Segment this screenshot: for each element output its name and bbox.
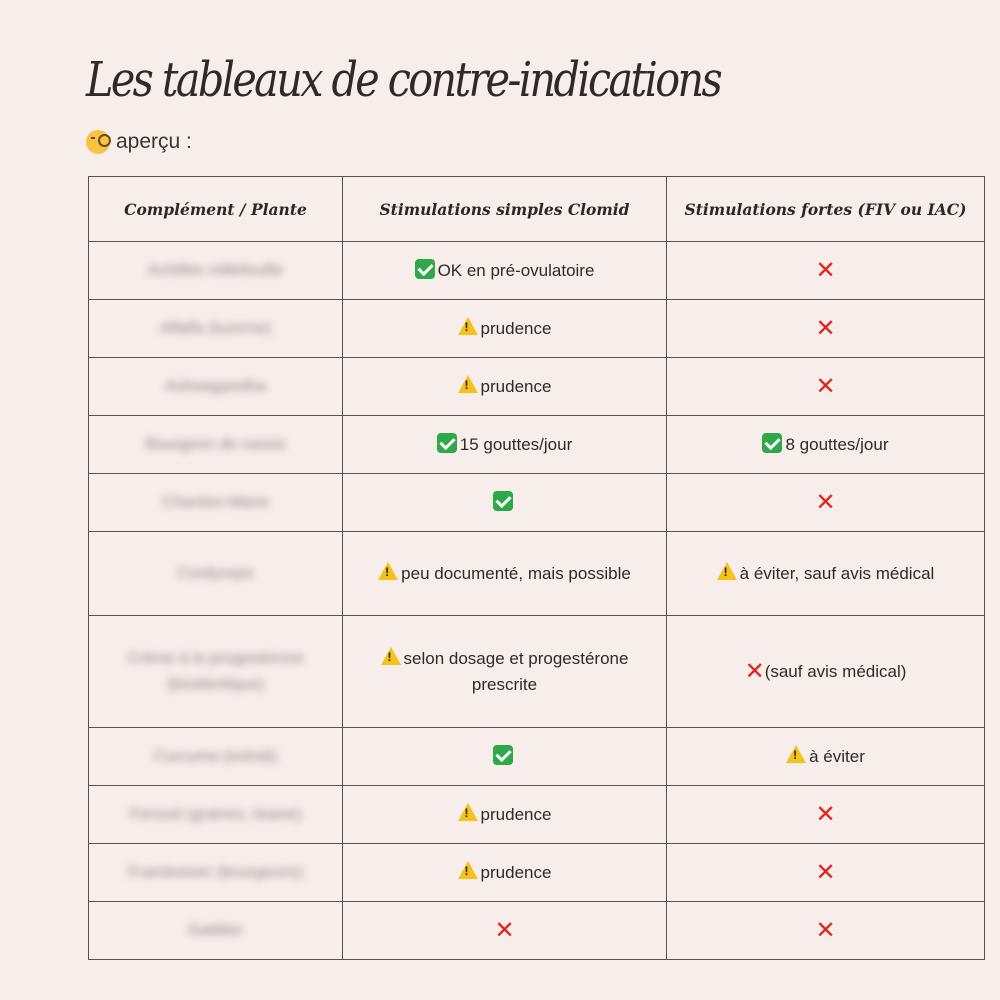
warning-icon (717, 562, 737, 580)
table-header-row (89, 177, 985, 242)
header-strong-stimulation: Stimulations fortes (FIV ou IAC) (667, 177, 985, 242)
cell-text: selon dosage et progestérone prescrite (403, 648, 629, 694)
monocle-face-icon (86, 130, 110, 154)
warning-icon (458, 317, 478, 335)
cross-icon: ✕ (815, 256, 836, 284)
check-icon (493, 745, 513, 765)
blurred-plant-name: Achillée millefeuille (147, 262, 284, 279)
cell-text: à éviter (809, 746, 865, 766)
blurred-plant-name: Framboisier (bourgeons) (127, 864, 304, 881)
cross-icon: ✕ (815, 800, 836, 828)
cell-c3 (667, 300, 985, 358)
cross-icon: ✕ (815, 314, 836, 342)
subtitle (86, 130, 192, 154)
cell-c2 (343, 902, 667, 960)
table-row (89, 532, 985, 616)
cell-text: OK en pré-ovulatoire (437, 260, 595, 280)
cross-icon: ✕ (815, 916, 836, 944)
cell-c3 (667, 416, 985, 474)
contraindications-table (88, 176, 985, 960)
cell-name (89, 358, 343, 416)
cell-c3 (667, 786, 985, 844)
cell-text: peu documenté, mais possible (401, 563, 631, 583)
blurred-plant-name: Chardon-Marie (162, 494, 269, 511)
blurred-plant-name: Gattilier (187, 922, 244, 939)
cell-name (89, 474, 343, 532)
warning-icon (458, 803, 478, 821)
cell-c3 (667, 242, 985, 300)
page-title: Les tableaux de contre-indications (86, 52, 721, 108)
cell-c2 (343, 300, 667, 358)
blurred-plant-name: Fenouil (graines, tisane) (129, 806, 302, 823)
cell-text: (sauf avis médical) (764, 662, 907, 681)
cell-text: prudence (480, 862, 552, 882)
cell-c3 (667, 844, 985, 902)
cell-name (89, 242, 343, 300)
cell-c3 (667, 474, 985, 532)
cell-name (89, 728, 343, 786)
cell-text: 8 gouttes/jour (785, 434, 889, 454)
cell-c2 (343, 728, 667, 786)
warning-icon (458, 375, 478, 393)
table-row (89, 786, 985, 844)
blurred-plant-name: Ashwagandha (164, 378, 267, 395)
cell-c3 (667, 358, 985, 416)
cell-text: prudence (480, 318, 552, 338)
table-row (89, 300, 985, 358)
cell-c2 (343, 358, 667, 416)
check-icon (493, 491, 513, 511)
cell-c2 (343, 242, 667, 300)
cell-name (89, 532, 343, 616)
blurred-plant-name: Cordyceps (177, 565, 254, 582)
cell-name (89, 844, 343, 902)
blurred-plant-name: Curcuma (extrait) (153, 748, 278, 765)
cell-c2 (343, 616, 667, 728)
table-row (89, 242, 985, 300)
cross-icon: ✕ (815, 858, 836, 886)
blurred-plant-name: Crème à la progestérone (bioidentique) (127, 649, 304, 693)
table-row (89, 902, 985, 960)
cell-text: à éviter, sauf avis médical (739, 563, 935, 583)
warning-icon (458, 861, 478, 879)
check-icon (762, 433, 782, 453)
check-icon (415, 259, 435, 279)
table-row (89, 844, 985, 902)
cell-text: 15 gouttes/jour (459, 434, 573, 454)
table-row (89, 616, 985, 728)
cell-name (89, 616, 343, 728)
cell-c2 (343, 844, 667, 902)
cell-name (89, 416, 343, 474)
table-row (89, 358, 985, 416)
warning-icon (381, 647, 401, 665)
cell-c2 (343, 786, 667, 844)
warning-icon (786, 745, 806, 763)
blurred-plant-name: Alfalfa (luzerne) (159, 320, 272, 337)
cell-name (89, 300, 343, 358)
header-complement: Complément / Plante (89, 177, 343, 242)
table-row (89, 416, 985, 474)
cell-c2 (343, 532, 667, 616)
cell-text: prudence (480, 376, 552, 396)
cross-icon: ✕ (494, 916, 515, 944)
cell-name (89, 786, 343, 844)
cross-icon: ✕ (815, 372, 836, 400)
cell-text: prudence (480, 804, 552, 824)
cell-c3 (667, 532, 985, 616)
cross-icon: ✕ (815, 488, 836, 516)
table-row (89, 474, 985, 532)
cross-icon: ✕ (744, 657, 765, 685)
header-simple-stimulation: Stimulations simples Clomid (343, 177, 667, 242)
check-icon (437, 433, 457, 453)
warning-icon (378, 562, 398, 580)
cell-c3 (667, 728, 985, 786)
table-row (89, 728, 985, 786)
cell-c3 (667, 616, 985, 728)
cell-c2 (343, 474, 667, 532)
subtitle-text: aperçu : (116, 130, 192, 153)
blurred-plant-name: Bourgeon de cassis (145, 436, 286, 453)
cell-c3 (667, 902, 985, 960)
cell-c2 (343, 416, 667, 474)
cell-name (89, 902, 343, 960)
